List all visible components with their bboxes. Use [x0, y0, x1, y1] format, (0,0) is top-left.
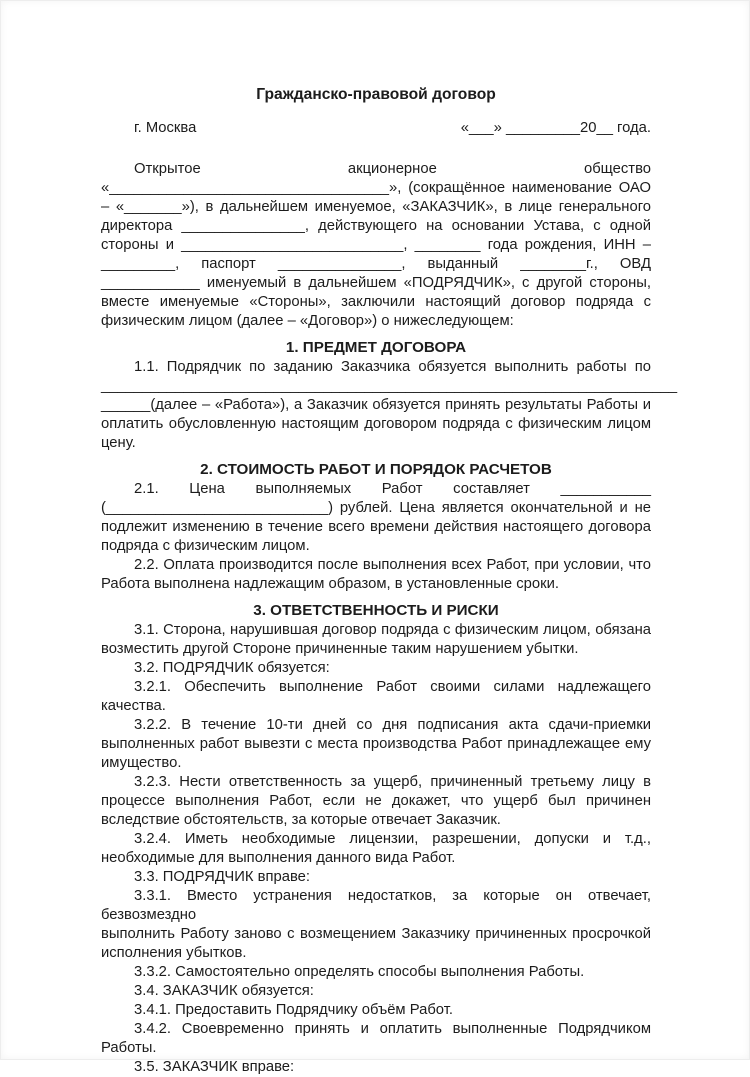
paragraph: [101, 982, 651, 1001]
text-line: _________, паспорт _______________, выданный ________г., ОВД: [101, 256, 651, 272]
text-line: 3.2.4. Иметь необходимые лицензии, разрешении, допуски и т.д.,: [134, 831, 651, 847]
text-line: подряда с физическим лицом.: [101, 538, 310, 554]
text-line: 3.3.1. Вместо устранения недостатков, за которые он отвечает, безвозмездно: [101, 888, 651, 923]
paragraph: [101, 963, 651, 982]
paragraph: [101, 887, 651, 963]
text-line: 1.1. Подрядчик по заданию Заказчика обязуется выполнить работы по: [134, 359, 651, 375]
text-line: 3.4.1. Предоставить Подрядчику объём Работ.: [134, 1002, 453, 1018]
paragraph: [101, 678, 651, 716]
paragraph: [101, 160, 651, 331]
text-line: вследствие обстоятельств, за которые отвечает Заказчик.: [101, 812, 501, 828]
text-line: ______(далее – «Работа»), а Заказчик обязуется принять результаты Работы и: [101, 397, 651, 413]
text-line: имущество.: [101, 755, 182, 771]
text-line: выполнить Работу заново с возмещением Заказчику причиненных просрочкой: [101, 926, 651, 942]
paragraph: [101, 830, 651, 868]
paragraph: [101, 1001, 651, 1020]
text-line: необходимые для выполнения данного вида Работ.: [101, 850, 456, 866]
text-line: выполненных работ вывезти с места производства Работ принадлежащее ему: [101, 736, 651, 752]
text-line: возместить другой Стороне причиненные таким нарушением убытки.: [101, 641, 579, 657]
text-line: 3.3. ПОДРЯДЧИК вправе:: [134, 869, 310, 885]
text-line: 2.2. Оплата производится после выполнения всех Работ, при условии, что: [134, 557, 651, 573]
paragraph: [101, 868, 651, 887]
text-line: 3.3.2. Самостоятельно определять способы выполнения Работы.: [134, 964, 585, 980]
paragraph: [101, 1058, 651, 1077]
text-line: директора _______________, действующего на основании Устава, с одной: [101, 218, 651, 234]
date-blank-line: «___» _________20__ года.: [460, 120, 651, 136]
text-line: исполнения убытков.: [101, 945, 247, 961]
paragraph: [101, 556, 651, 594]
text-line: 3.4. ЗАКАЗЧИК обязуется:: [134, 983, 314, 999]
text-line: цену.: [101, 435, 136, 451]
text-line: оплатить обусловленную настоящим договором подряда с физическим лицом: [101, 416, 651, 432]
text-line: Работа выполнена надлежащим образом, в установленные сроки.: [101, 576, 559, 592]
paragraph: [101, 773, 651, 830]
place-date-row: [101, 119, 651, 138]
text-line: физическим лицом (далее – «Договор») о нижеследующем:: [101, 313, 514, 329]
paragraph: [101, 358, 678, 453]
section-heading: 2. СТОИМОСТЬ РАБОТ И ПОРЯДОК РАСЧЕТОВ: [200, 461, 552, 478]
paragraph: [101, 659, 651, 678]
blank-rule-line: ______________________________________________________________________: [101, 378, 678, 394]
text-line: подлежит изменению в течение всего времени действия настоящего договора: [101, 519, 651, 535]
text-line: 3.4.2. Своевременно принять и оплатить выполненные Подрядчиком Работы.: [101, 1021, 651, 1056]
document-body: [101, 160, 678, 1077]
text-line: – «_______»), в дальнейшем именуемое, «ЗАКАЗЧИК», в лице генерального: [101, 199, 651, 215]
paragraph: [101, 480, 651, 556]
paragraph: [101, 621, 651, 659]
section-heading: 1. ПРЕДМЕТ ДОГОВОРА: [285, 339, 467, 356]
text-line: 3.2. ПОДРЯДЧИК обязуется:: [134, 660, 330, 676]
paragraph: [101, 1020, 651, 1058]
text-line: 3.2.3. Нести ответственность за ущерб, причиненный третьему лицу в: [134, 774, 651, 790]
paragraph: [101, 716, 651, 773]
text-line: 3.5. ЗАКАЗЧИК вправе:: [134, 1059, 295, 1075]
text-line: стороны и ___________________________, ________ года рождения, ИНН –: [101, 237, 651, 253]
contract-document: [101, 85, 678, 1077]
text-line: процессе выполнения Работ, если не докажет, что ущерб был причинен: [101, 793, 651, 809]
text-line: 2.1. Цена выполняемых Работ составляет ___________: [134, 481, 651, 497]
place-label: г. Москва: [134, 120, 197, 136]
text-line: 3.2.2. В течение 10-ти дней со дня подписания акта сдачи-приемки: [134, 717, 651, 733]
text-line: вместе именуемые «Стороны», заключили настоящий договор подряда с: [101, 294, 651, 310]
document-title: Гражданско-правовой договор: [256, 86, 496, 103]
text-line: Открытое акционерное общество: [134, 161, 651, 177]
text-line: «__________________________________», (сокращённое наименование ОАО: [101, 180, 651, 196]
text-line: 3.1. Сторона, нарушившая договор подряда с физическим лицом, обязана: [134, 622, 651, 638]
text-line: (___________________________) рублей. Цена является окончательной и не: [101, 500, 651, 516]
text-line: ____________ именуемый в дальнейшем «ПОДРЯДЧИК», с другой стороны,: [101, 275, 651, 291]
text-line: 3.2.1. Обеспечить выполнение Работ своими силами надлежащего качества.: [101, 679, 651, 714]
section-heading: 3. ОТВЕТСТВЕННОСТЬ И РИСКИ: [253, 602, 499, 619]
